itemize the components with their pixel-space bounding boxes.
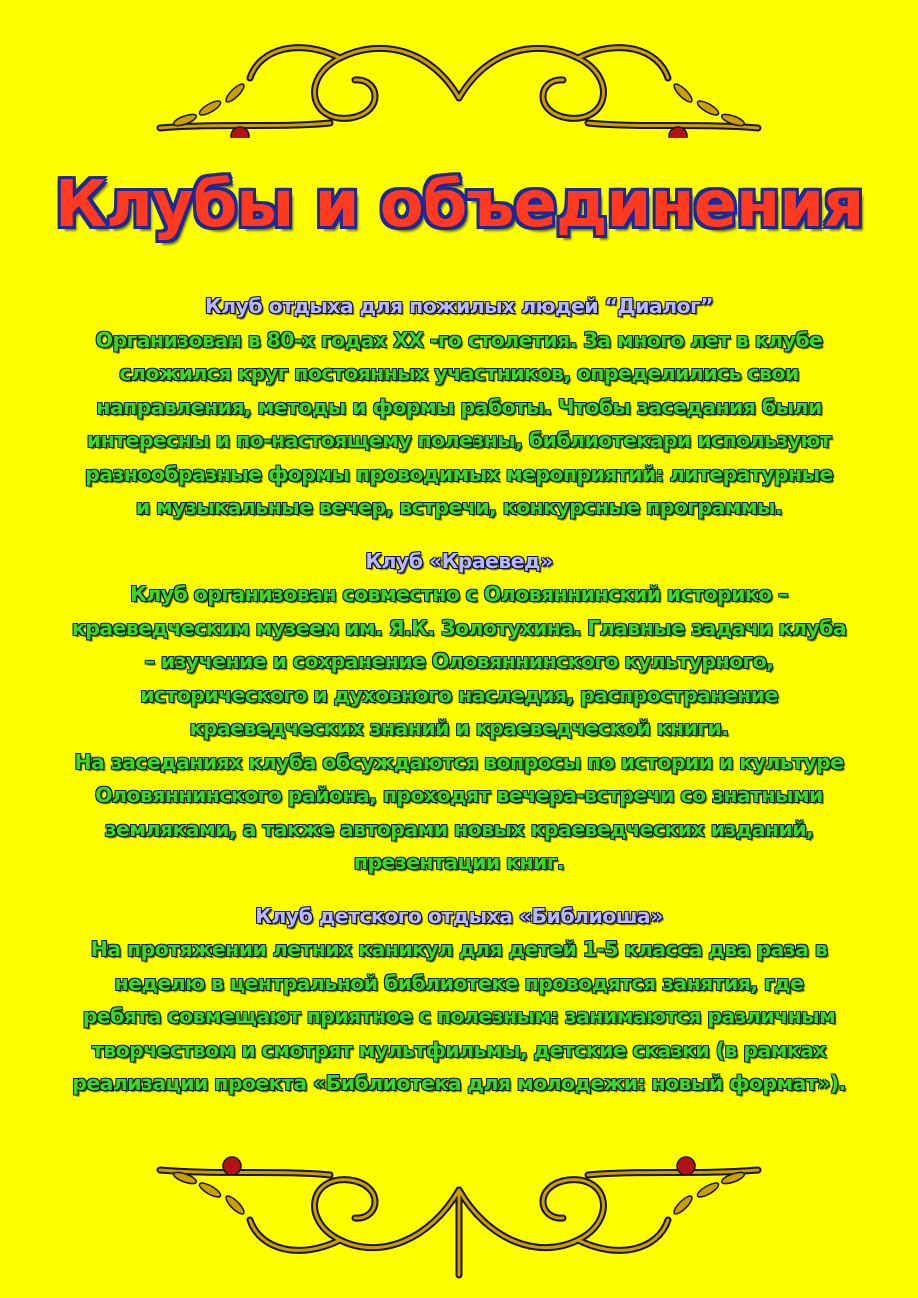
club-dialog bbox=[40, 290, 878, 525]
club-text-line: реализации проекта «Библиотека для молодежи: новый формат»). bbox=[72, 1071, 846, 1095]
club-text-line: и музыкальные вечер, встречи, конкурсные программы. bbox=[135, 495, 783, 519]
club-text-line: На заседаниях клуба обсуждаются вопросы по истории и культуре bbox=[74, 749, 844, 774]
club-text-line: исторического и духовного наследия, распространение bbox=[140, 682, 778, 707]
club-text-line: неделю в центральной библиотеке проводятся занятия, где bbox=[114, 970, 804, 995]
club-kraeved bbox=[40, 545, 878, 880]
club-text-line: Оловяннинского района, проходят вечера-встречи со знатными bbox=[95, 783, 823, 807]
club-title: Клуб детского отдыха «Библиоша» bbox=[255, 903, 663, 928]
club-text-line: презентации книг. bbox=[353, 850, 565, 874]
club-text-line: Организован в 80-х годах XX -го столетия. За много лет в клубе bbox=[95, 327, 823, 352]
club-title: Клуб «Краевед» bbox=[365, 548, 553, 573]
club-text-line: сложился круг постоянных участников, определились свои bbox=[119, 361, 799, 385]
page-title: Клубы и объединения bbox=[54, 168, 864, 242]
club-text-line: – изучение и сохранение Оловяннинского культурного, bbox=[144, 649, 774, 673]
ornament-bottom-icon bbox=[0, 1150, 918, 1280]
ornament-top-icon bbox=[0, 28, 918, 138]
club-bibliosha bbox=[40, 900, 878, 1101]
club-text-line: краеведческих знаний и краеведческой книги. bbox=[189, 716, 729, 740]
club-text-line: земляками, а также авторами новых краеведческих изданий, bbox=[104, 816, 814, 841]
club-title: Клуб отдыха для пожилых людей “Диалог” bbox=[205, 294, 713, 318]
club-text-line: Клуб организован совместно с Оловяннинский историко – bbox=[130, 582, 788, 606]
club-text-line: краеведческим музеем им. Я.К. Золотухина. Главные задачи клуба bbox=[71, 615, 847, 640]
clubs-content bbox=[40, 290, 878, 1121]
club-text-line: разнообразные формы проводимых мероприятий: литературные bbox=[85, 461, 833, 486]
club-text-line: ребята совмещают приятное с полезным: занимаются различным bbox=[82, 1004, 836, 1028]
club-text-line: интересны и по-настоящему полезны, библиотекари используют bbox=[86, 428, 832, 452]
club-text-line: На протяжении летних каникул для детей 1-5 класса два раза в bbox=[90, 937, 828, 961]
club-text-line: направления, методы и формы работы. Чтобы заседания были bbox=[96, 394, 822, 419]
club-text-line: творчеством и смотрят мультфильмы, детские сказки (в рамках bbox=[91, 1037, 827, 1062]
